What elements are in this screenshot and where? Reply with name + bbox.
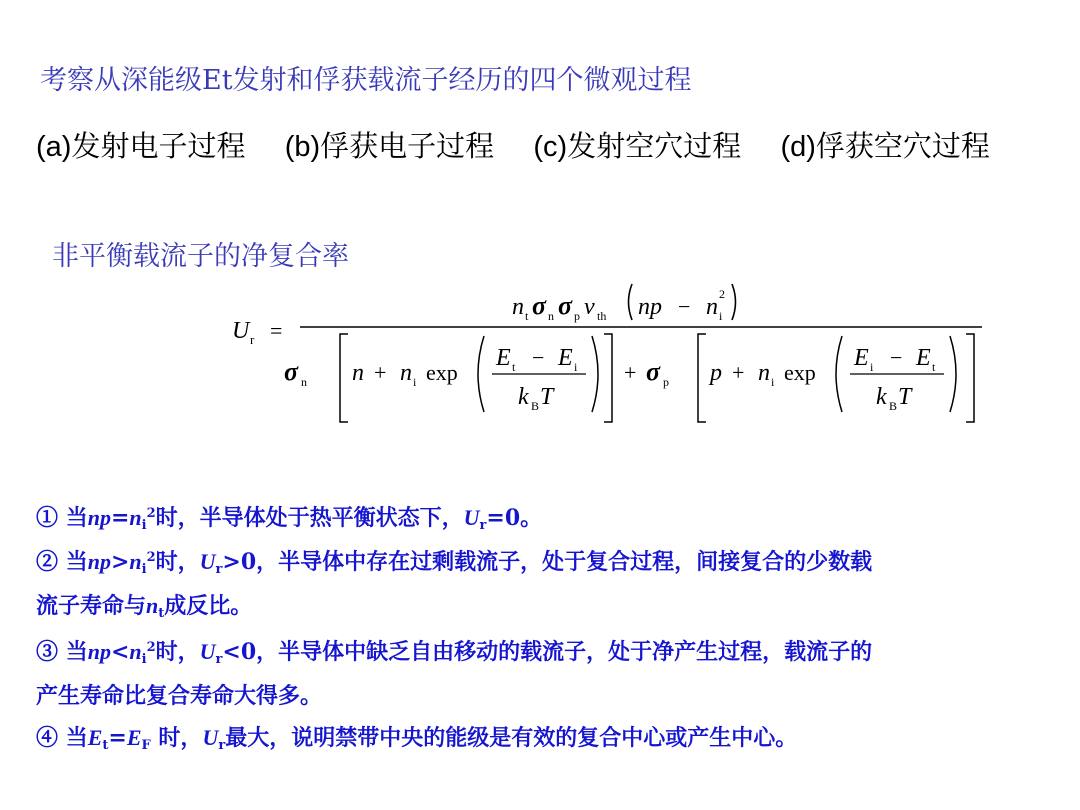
note-4-ef: E xyxy=(126,725,142,750)
note-2-text-c: >0，半导体中存在过剩载流子，处于复合过程，间接复合的少数载 xyxy=(222,549,873,575)
den-sigma-p: σ xyxy=(646,357,661,386)
den-e-t-2: E xyxy=(916,345,931,371)
note-4 xyxy=(36,716,1056,760)
den-plus-1: + xyxy=(374,360,387,385)
den-n: n xyxy=(352,360,364,386)
note-1-text-a: 当 xyxy=(65,505,88,531)
note-3-mark: ③ xyxy=(36,639,59,665)
note-3-np: np xyxy=(87,639,111,664)
num-sigma-n-sub: n xyxy=(548,309,554,323)
note-2-text-a: 当 xyxy=(65,549,88,575)
note-4-et-sub: t xyxy=(102,738,109,753)
den-e-i-1-sub: i xyxy=(574,360,578,374)
den-p: p xyxy=(710,360,722,386)
note-3-ni-sup: 2 xyxy=(146,640,156,655)
note-2-nt-sub: t xyxy=(158,606,165,621)
process-b xyxy=(285,124,494,165)
den-bracket-2-left xyxy=(698,334,706,422)
note-4-u: U xyxy=(202,725,219,750)
note-3-text-b: 时， xyxy=(155,639,200,665)
note-4-u-sub: r xyxy=(218,738,226,753)
note-4-et: E xyxy=(87,725,103,750)
formula-svg xyxy=(222,270,998,430)
note-1-ni: n xyxy=(129,505,142,530)
num-paren-left xyxy=(629,284,633,320)
process-list xyxy=(36,124,990,165)
process-c xyxy=(533,124,741,165)
num-n: n xyxy=(512,294,524,320)
note-2-u-sub: r xyxy=(215,562,223,577)
note-1-eq: = xyxy=(110,505,130,531)
den-k-1: k xyxy=(518,384,529,410)
den-paren-1-left xyxy=(478,336,484,412)
note-4-text-b: 时， xyxy=(150,725,203,751)
formula-eq: = xyxy=(270,318,283,343)
process-a-tag: (a) xyxy=(36,131,72,163)
note-2-ni-sub: i xyxy=(141,562,147,577)
num-sigma-p-sub: p xyxy=(574,309,580,323)
den-ni-2-sub: i xyxy=(771,375,775,389)
den-e-i-2-sub: i xyxy=(870,360,874,374)
den-bracket-1-right xyxy=(604,334,612,422)
note-3-text-c: <0，半导体中缺乏自由移动的载流子，处于净产生过程，载流子的 xyxy=(222,639,873,665)
den-sigma-p-sub: p xyxy=(663,375,669,389)
num-np: np xyxy=(638,294,662,320)
note-4-ef-sub: F xyxy=(141,738,151,753)
note-4-mark: ④ xyxy=(36,725,59,751)
note-1 xyxy=(36,496,1056,540)
note-2-text-b: 时， xyxy=(155,549,200,575)
den-t-2: T xyxy=(898,384,912,410)
num-ni: n xyxy=(706,294,718,320)
den-ni-1: n xyxy=(400,360,412,386)
den-e-i-2: E xyxy=(854,345,869,371)
note-2-text-d: 流子寿命与 xyxy=(36,593,147,619)
note-2-u: U xyxy=(199,549,216,574)
process-d-label: 俘获空穴过程 xyxy=(815,129,990,163)
note-2-nt: n xyxy=(146,593,159,618)
subtitle: 非平衡载流子的净复合率 xyxy=(52,241,349,272)
den-plus-mid: + xyxy=(624,360,637,385)
num-n-sub: t xyxy=(525,309,529,323)
num-minus: − xyxy=(678,294,691,319)
note-4-text-a: 当 xyxy=(65,725,88,751)
den-exp-1: exp xyxy=(426,360,458,385)
process-c-tag: (c) xyxy=(533,131,568,163)
num-v: v xyxy=(584,294,595,320)
num-ni-sub: i xyxy=(719,309,723,323)
den-sigma-n: σ xyxy=(284,357,299,386)
den-plus-2: + xyxy=(732,360,745,385)
note-3 xyxy=(36,630,1056,718)
note-2-mark: ② xyxy=(36,549,59,575)
note-4-text-c: 最大，说明禁带中央的能级是有效的复合中心或产生中心。 xyxy=(225,725,798,751)
num-paren-right xyxy=(732,284,736,320)
note-3-u-sub: r xyxy=(215,652,223,667)
note-1-np: np xyxy=(87,505,111,530)
note-3-rel: < xyxy=(110,639,130,665)
den-k-2-sub: B xyxy=(889,399,898,413)
den-ni-2: n xyxy=(758,360,770,386)
note-3-ni-sub: i xyxy=(141,652,147,667)
note-2 xyxy=(36,540,1056,628)
den-ni-1-sub: i xyxy=(413,375,417,389)
note-1-mark: ① xyxy=(36,505,59,531)
den-paren-2-left xyxy=(836,336,842,412)
den-bracket-1-left xyxy=(340,334,348,422)
note-1-ni-sup: 2 xyxy=(146,506,156,521)
num-sigma-n: σ xyxy=(532,291,547,320)
den-minus-1: − xyxy=(532,345,545,370)
num-ni-sup: 2 xyxy=(719,287,725,301)
process-a-label: 发射电子过程 xyxy=(71,129,246,163)
note-1-u: U xyxy=(463,505,480,530)
den-paren-2-right xyxy=(950,336,956,412)
note-3-text-a: 当 xyxy=(65,639,88,665)
note-2-ni: n xyxy=(129,549,142,574)
den-minus-2: − xyxy=(890,345,903,370)
net-recombination-formula xyxy=(222,270,998,430)
den-e-t-1: E xyxy=(496,345,511,371)
process-b-label: 俘获电子过程 xyxy=(320,129,495,163)
den-e-t-1-sub: t xyxy=(512,360,516,374)
note-1-u-sub: r xyxy=(479,518,487,533)
den-bracket-2-right xyxy=(966,334,974,422)
num-sigma-p: σ xyxy=(558,291,573,320)
process-a xyxy=(36,124,245,165)
num-v-sub: th xyxy=(597,309,607,323)
process-b-tag: (b) xyxy=(284,131,321,163)
formula-lhs: U xyxy=(232,318,250,344)
note-1-ni-sub: i xyxy=(141,518,147,533)
den-e-t-2-sub: t xyxy=(932,360,936,374)
den-k-1-sub: B xyxy=(531,399,540,413)
den-sigma-n-sub: n xyxy=(301,375,307,389)
formula-lhs-sub: r xyxy=(250,332,255,347)
den-t-1: T xyxy=(540,384,554,410)
note-4-eq: = xyxy=(108,725,127,751)
den-paren-1-right xyxy=(592,336,598,412)
process-d xyxy=(780,124,989,165)
den-e-i-1: E xyxy=(558,345,573,371)
note-1-text-b: 时，半导体处于热平衡状态下， xyxy=(155,505,464,531)
note-2-text-e: 成反比。 xyxy=(164,593,253,619)
note-1-text-c: =0。 xyxy=(486,505,543,531)
den-k-2: k xyxy=(876,384,887,410)
note-3-u: U xyxy=(199,639,216,664)
process-d-tag: (d) xyxy=(780,131,816,163)
note-3-text-d: 产生寿命比复合寿命大得多。 xyxy=(36,683,323,709)
den-exp-2: exp xyxy=(784,360,816,385)
note-2-rel: > xyxy=(110,549,130,575)
note-2-np: np xyxy=(87,549,111,574)
heading: 考察从深能级Et发射和俘获载流子经历的四个微观过程 xyxy=(40,65,692,96)
process-c-label: 发射空穴过程 xyxy=(567,129,742,163)
note-2-ni-sup: 2 xyxy=(146,550,156,565)
note-3-ni: n xyxy=(129,639,142,664)
